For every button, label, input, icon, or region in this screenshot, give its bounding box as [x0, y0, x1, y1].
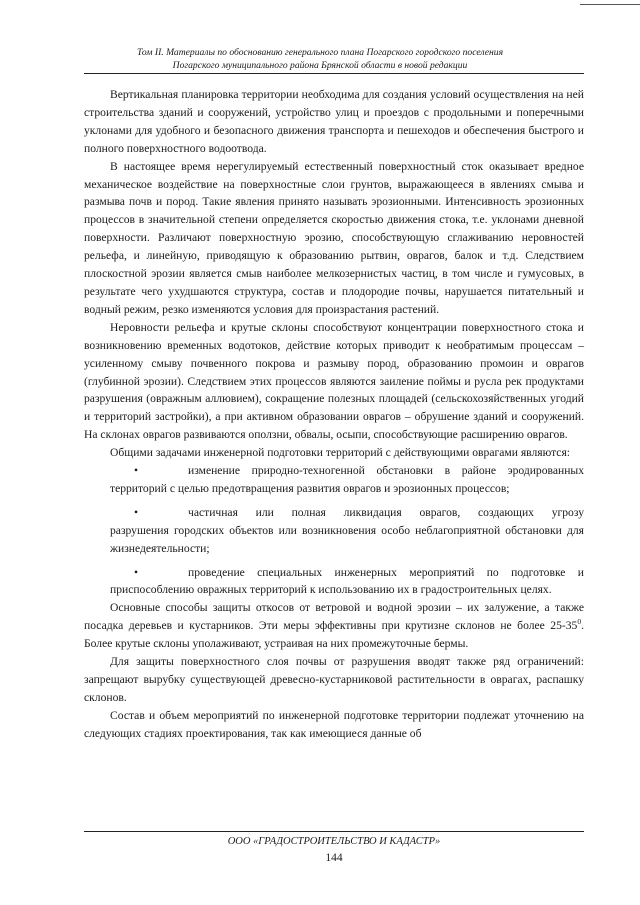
paragraph-scope: Состав и объем мероприятий по инженерной подготовке территории подлежат уточнению на следующих стадиях проектирования, так как имеющиеся данные об: [84, 708, 584, 740]
footer-organization: ООО «ГРАДОСТРОИТЕЛЬСТВО И КАДАСТР»: [227, 836, 441, 847]
bullet-2-continuation: разрушения городских объектов или возникновения особо неблагоприятной обстановки для жизнедеятельности;: [110, 523, 584, 555]
bullet-icon: •: [133, 565, 139, 579]
bullet-3-first-line: проведение специальных инженерных мероприятий по подготовке и: [188, 565, 584, 579]
bullet-icon: •: [133, 464, 139, 478]
paragraph-slope-protection: [84, 599, 584, 653]
bullet-2-first-line: частичная или полная ликвидация оврагов, создающих угрозу: [188, 505, 584, 519]
bullet-icon: •: [133, 505, 139, 519]
header-line-2: Погарского муниципального района Брянской области в новой редакции: [172, 60, 468, 71]
paragraph-restrictions: Для защиты поверхностного слоя почвы от разрушения вводят также ряд ограничений: запрещают вырубку существующей древесно-кустарниковой растительности в оврагах, распашку склонов.: [84, 655, 584, 704]
footer-divider: [84, 831, 584, 832]
corner-mark: [580, 4, 640, 5]
header-divider: [84, 73, 584, 74]
paragraph-erosion: В настоящее время нерегулируемый естественный поверхностный сток оказывает вредное механическое воздействие на поверхностные слои грунтов, выражающееся в явлениях смыва и размыва почв и пород. Такие явления принято называть эрозионными. Интенсивность эрозионных процессов в значительной степени определяется скоростью движения стока, т.е. уклонами дневной поверхности. Различают поверхностную эрозию, способствующую сглаживанию неровностей рельефа, и линейную, приводящую к образованию рытвин, оврагов, балок и т.д. Следствием плоскостной эрозии является смыв наиболее мелкозернистых частиц, в том числе и гумусовых, в результате чего ухудшаются структура, состав и плодородие почвы, нарушается питательный и водный режим, резко изменяются условия для произрастания растений.: [84, 159, 584, 316]
bullet-1-first-line: изменение природно-техногенной обстановки в районе эродированных: [188, 464, 584, 478]
paragraph-relief: Неровности рельефа и крутые склоны способствуют концентрации поверхностного стока и возникновению временных водотоков, действие которых приводит к необратимым процессам – усиленному смыву почвенного покрова и размыву пород, образованию промоин и оврагов (глубинной эрозии). Следствием этих процессов являются заиление поймы и русла рек продуктами разрушения (овражным аллювием), сокращение полезных площадей (сельскохозяйственных угодий и территорий застройки), а при активном образовании оврагов – обрушение зданий и сооружений. На склонах оврагов развиваются оползни, обвалы, осыпи, способствующие расширению оврагов.: [84, 320, 584, 442]
bullet-1-continuation: территорий с целью предотвращения развития оврагов и эрозионных процессов;: [110, 481, 510, 495]
paragraph-tasks-intro: Общими задачами инженерной подготовки территорий с действующими оврагами являются:: [110, 446, 571, 460]
slope-text-1: Основные способы защиты откосов от ветровой и водной эрозии – их залужение, а также посадка деревьев и кустарников. Эти меры эффективны при крутизне склонов не более 25-35: [84, 601, 584, 633]
slope-text-2: . Более крутые склоны уполаживают, устраивая на них промежуточные бермы.: [84, 619, 584, 651]
bullet-item-2: [84, 504, 584, 558]
document-body: [84, 86, 584, 743]
paragraph-vertical-planning: Вертикальная планировка территории необходима для создания условий осуществления на ней строительства зданий и сооружений, устройство улиц и проездов с продольными и поперечными уклонами для удобного и безопасного движения транспорта и пешеходов и обеспечения быстрого и полного поверхностного водоотвода.: [84, 88, 584, 155]
bullet-item-1: [84, 462, 584, 498]
degree-superscript: 0: [577, 617, 582, 627]
page-header: [60, 46, 580, 72]
header-line-1: Том II. Материалы по обоснованию генерального плана Погарского городского поселения: [136, 47, 504, 58]
bullet-3-continuation: приспособлению овражных территорий к использованию их в градостроительных целях.: [110, 583, 552, 597]
bullet-item-3: [84, 564, 584, 600]
page-number: 144: [325, 852, 343, 864]
